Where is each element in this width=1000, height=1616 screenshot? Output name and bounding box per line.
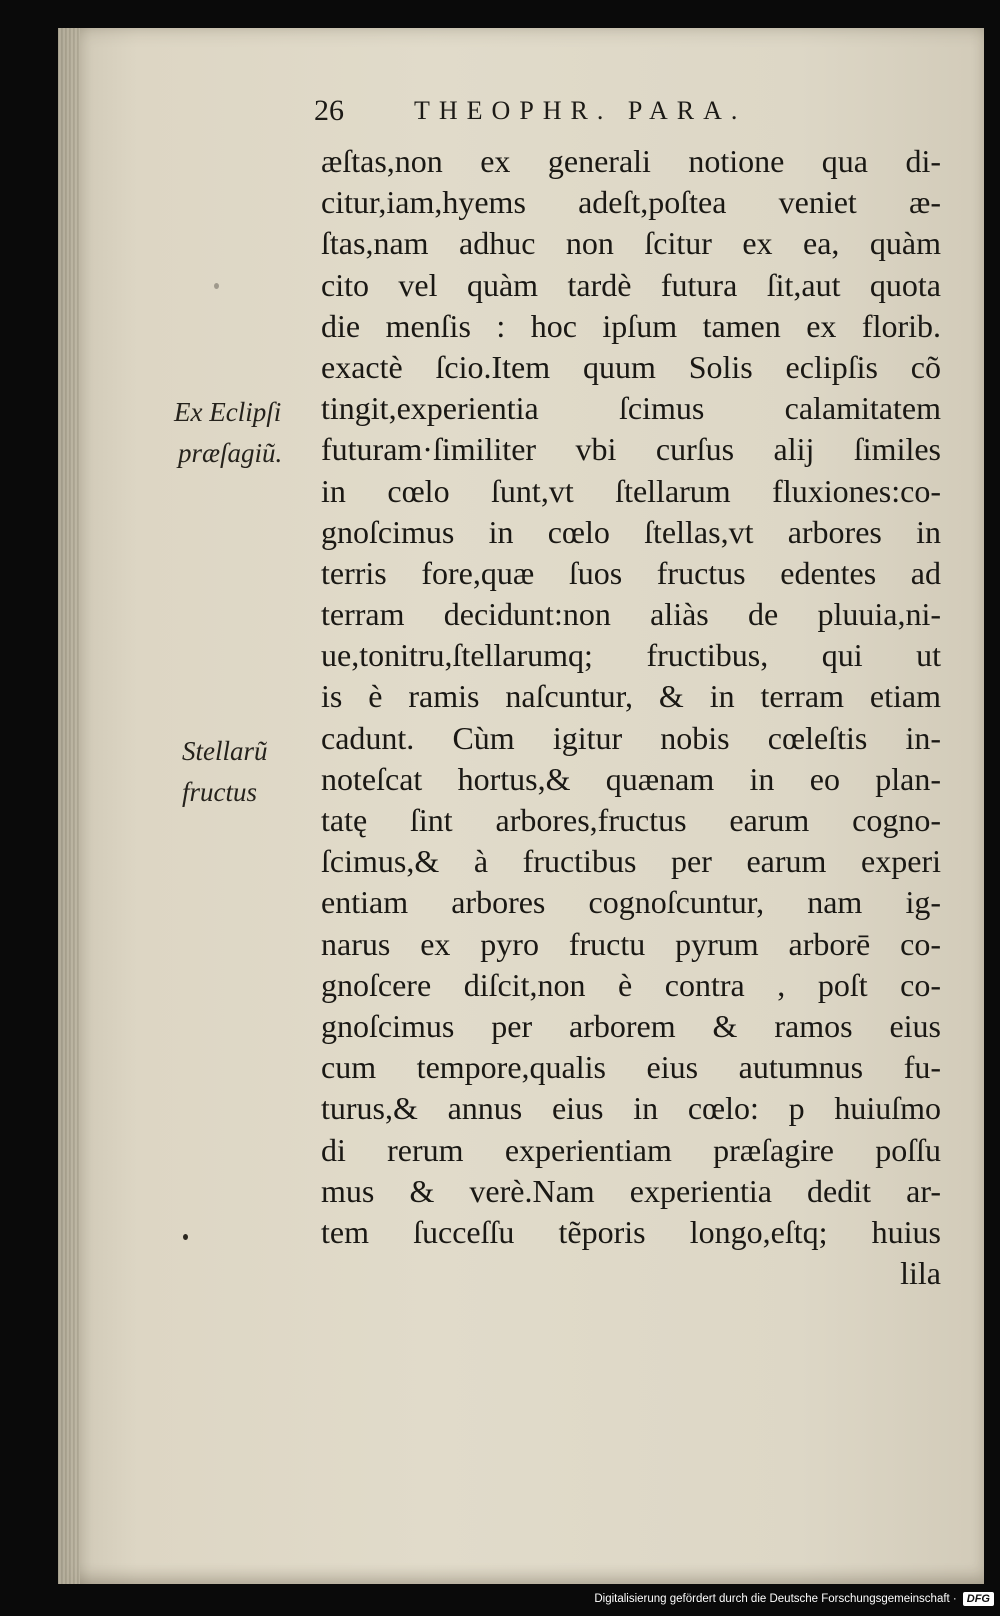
dfg-logo: DFG [963, 1592, 994, 1606]
text-line: ſtas,nam adhuc non ſcitur ex ea, quàm [321, 225, 941, 262]
text-line: cito vel quàm tardè futura ſit,aut quota [321, 266, 941, 303]
footer-credit: Digitalisierung gefördert durch die Deutsche Forschungsgemeinschaft · [594, 1593, 957, 1605]
page-number: 26 [314, 94, 344, 127]
text-line: æſtas,non ex generali notione qua di- [321, 143, 941, 179]
text-line: terris fore,quæ ſuos fructus edentes ad [321, 554, 941, 591]
marginal-note-line: præſagiũ. [178, 438, 283, 468]
book-page [58, 28, 984, 1584]
text-line: turus,& annus eius in cœlo: p huiuſmo [321, 1090, 941, 1127]
text-line: tingit,experientia ſcimus calamitatem [321, 390, 941, 427]
digitization-footer [594, 1586, 994, 1612]
text-line: gnoſcimus in cœlo ſtellas,vt arbores in [321, 513, 941, 550]
text-line: lila [900, 1255, 941, 1292]
text-line: citur,iam,hyems adeſt,poſtea veniet æ- [321, 184, 941, 221]
text-line: gnoſcimus per arborem & ramos eius [321, 1007, 941, 1044]
text-line: narus ex pyro fructu pyrum arborē co- [321, 925, 941, 962]
text-line: futuram·ſimiliter vbi curſus alij ſimiles [321, 431, 941, 468]
text-line: di rerum experientiam præſagire poſſu [321, 1131, 941, 1168]
text-line: noteſcat hortus,& quænam in eo plan- [321, 760, 941, 797]
text-line: tem ſucceſſu tẽporis longo,eſtq; huius [321, 1213, 941, 1250]
text-line: die menſis : hoc ipſum tamen ex florib. [321, 307, 941, 344]
text-line: gnoſcere diſcit,non è contra , poſt co- [321, 966, 941, 1003]
running-title: THEOPHR. PARA. [414, 96, 747, 125]
marginal-note-stellarum [182, 731, 332, 813]
marginal-note-eclipse [174, 392, 324, 474]
text-line: in cœlo ſunt,vt ſtellarum fluxiones:co- [321, 472, 941, 509]
marginal-note-line: fructus [182, 777, 258, 807]
running-head [314, 94, 914, 134]
text-line: cadunt. Cùm igitur nobis cœleſtis in- [321, 719, 941, 756]
marginal-note-line: Stellarũ [182, 736, 268, 766]
text-line: is è ramis naſcuntur, & in terram etiam [321, 678, 941, 715]
ink-speck [183, 1234, 188, 1240]
text-line: ue,tonitru,ſtellarumq; fructibus, qui ut [321, 637, 941, 674]
ink-speck [214, 283, 219, 289]
text-line: entiam arbores cognoſcuntur, nam ig- [321, 884, 941, 921]
text-line: tatę ſint arbores,fructus earum cogno- [321, 802, 941, 838]
marginal-note-line: Ex Eclipſi [174, 397, 282, 427]
main-text-block [321, 141, 941, 1294]
text-line: terram decidunt:non aliàs de pluuia,ni- [321, 596, 941, 633]
text-line: ſcimus,& à fructibus per earum experi [321, 843, 941, 880]
text-line: mus & verè.Nam experientia dedit ar- [321, 1172, 941, 1209]
text-line: exactè ſcio.Item quum Solis eclipſis cõ [321, 348, 941, 385]
text-line: cum tempore,qualis eius autumnus fu- [321, 1049, 941, 1086]
